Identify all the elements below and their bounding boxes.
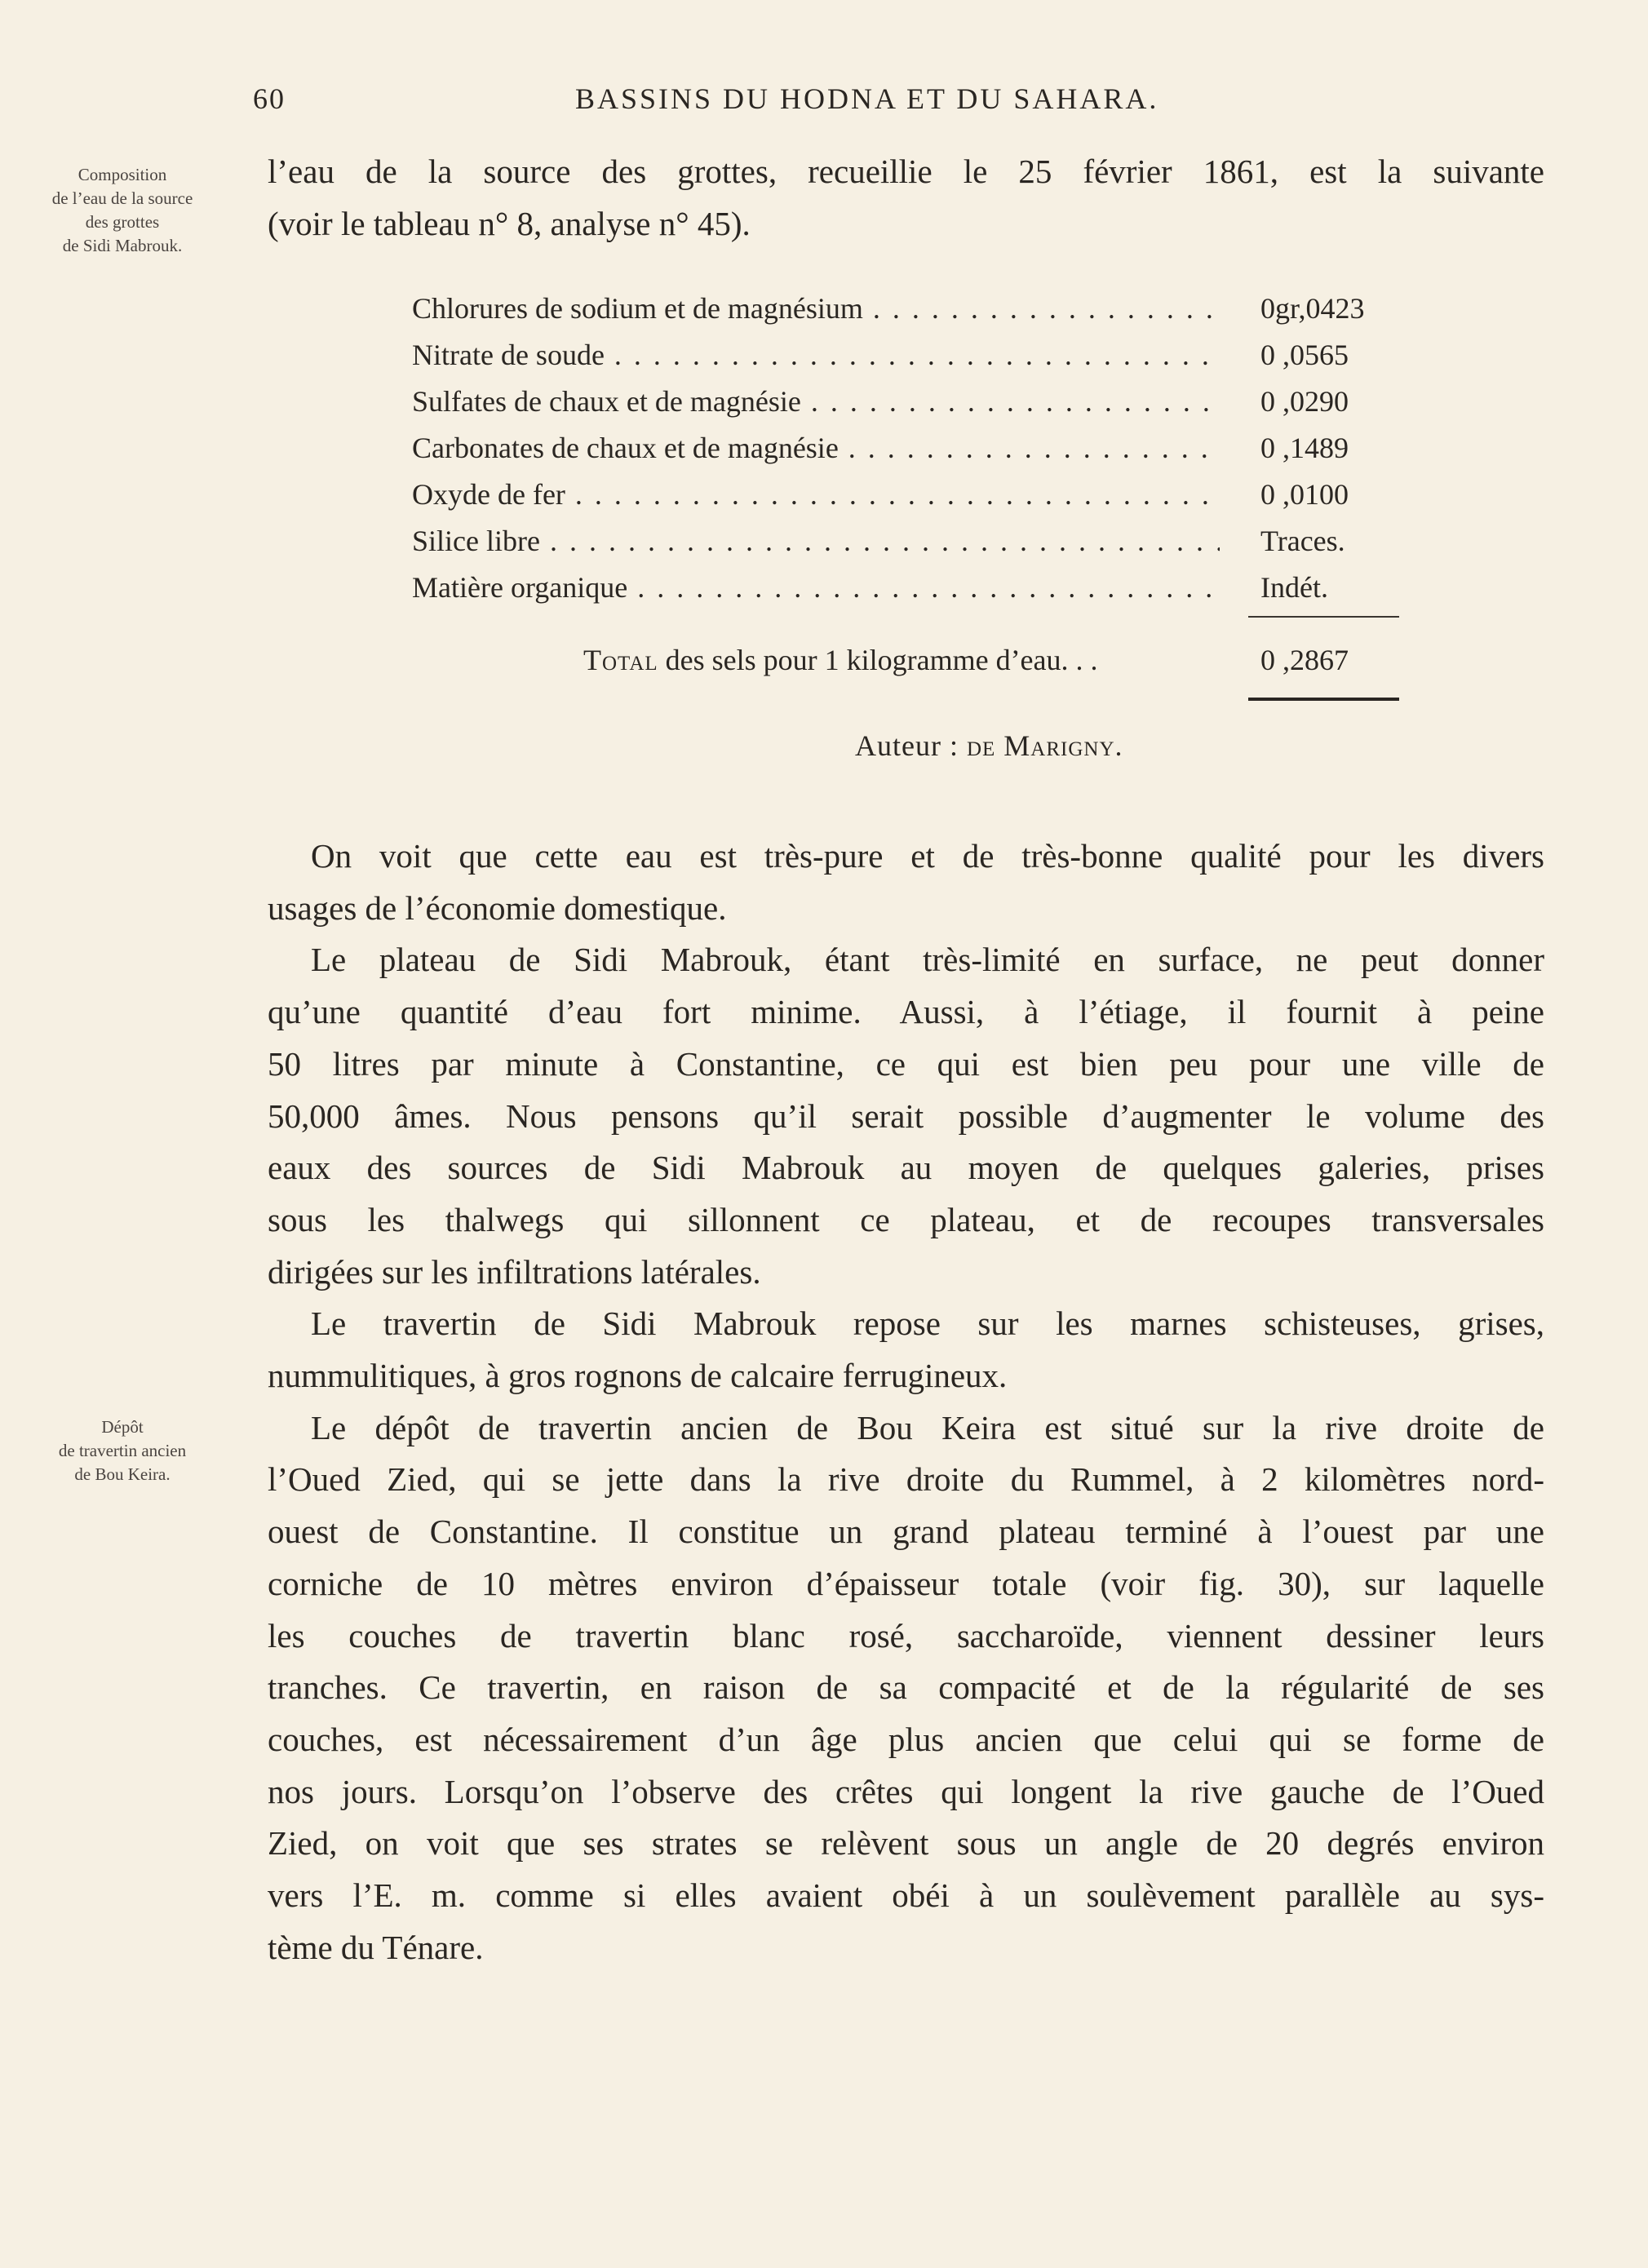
body-line: Le plateau de Sidi Mabrouk, étant très-limité en surface, ne peut donner: [311, 941, 1544, 979]
analysis-value: 0gr,0423: [1260, 292, 1365, 325]
analysis-label: Oxyde de fer . . .: [412, 472, 1220, 518]
analysis-label: Nitrate de soude . . .: [412, 332, 1220, 379]
body-line: usages de l’économie domestique.: [268, 888, 727, 927]
analysis-label: Silice libre . . .: [412, 518, 1220, 565]
total-value: 0 ,2867: [1260, 644, 1349, 676]
margin-note-line: de travertin ancien: [58, 1441, 187, 1460]
analysis-label: Matière organique . . .: [412, 565, 1220, 611]
body-line: On voit que cette eau est très-pure et de très-bonne qualité pour les divers: [311, 837, 1544, 875]
analysis-table: [412, 286, 1391, 611]
analysis-value: 0 ,0565: [1260, 339, 1349, 371]
analysis-value: 0 ,0290: [1260, 385, 1349, 418]
body-line: couches, est nécessairement d’un âge plus ancien que celui qui se forme de: [268, 1720, 1544, 1758]
analysis-row: [412, 565, 1391, 611]
analysis-author: [855, 729, 1123, 763]
analysis-row: [412, 379, 1391, 425]
sum-rule: [1248, 616, 1399, 618]
margin-note-composition: [16, 163, 228, 258]
body-line: vers l’E. m. comme si elles avaient obéi à un soulèvement parallèle au sys-: [268, 1876, 1544, 1915]
analysis-row: [412, 332, 1391, 379]
margin-note-line: Composition: [78, 165, 167, 184]
body-line: tème du Ténare.: [268, 1928, 484, 1966]
analysis-label: Carbonates de chaux et de magnésie . . .: [412, 425, 1220, 472]
analysis-row: [412, 472, 1391, 518]
body-line: les couches de travertin blanc rosé, saccharoïde, viennent dessiner leurs: [268, 1616, 1544, 1654]
analysis-value: Traces.: [1260, 525, 1345, 557]
author-name: de Marigny.: [966, 729, 1123, 762]
body-line: l’Oued Zied, qui se jette dans la rive droite du Rummel, à 2 kilomètres nord-: [268, 1460, 1544, 1499]
analysis-label: Sulfates de chaux et de magnésie . . .: [412, 379, 1220, 425]
author-prefix: Auteur :: [855, 729, 967, 762]
body-line: tranches. Ce travertin, en raison de sa compacité et de la régularité de ses: [268, 1668, 1544, 1707]
body-line: corniche de 10 mètres environ d’épaisseur totale (voir fig. 30), sur laquelle: [268, 1564, 1544, 1602]
body-line: nummulitiques, à gros rognons de calcaire ferrugineux.: [268, 1357, 1008, 1395]
body-text: [268, 831, 1544, 1973]
analysis-value: 0 ,1489: [1260, 432, 1349, 464]
body-line: dirigées sur les infiltrations latérales.: [268, 1252, 761, 1291]
body-line: sous les thalwegs qui sillonnent ce plateau, et de recoupes transversales: [268, 1200, 1544, 1238]
intro-line: (voir le tableau n° 8, analyse n° 45).: [268, 205, 751, 242]
intro-paragraph: [268, 145, 1544, 250]
margin-note-line: des grottes: [85, 212, 160, 232]
total-label-caps: Total: [583, 644, 658, 676]
analysis-value: Indét.: [1260, 571, 1328, 604]
body-line: Le travertin de Sidi Mabrouk repose sur les marnes schisteuses, grises,: [311, 1305, 1544, 1343]
body-line: ouest de Constantine. Il constitue un grand plateau terminé à l’ouest par une: [268, 1513, 1544, 1551]
analysis-value: 0 ,0100: [1260, 478, 1349, 511]
body-line: eaux des sources de Sidi Mabrouk au moyen de quelques galeries, prises: [268, 1149, 1544, 1187]
analysis-row: [412, 286, 1391, 332]
analysis-label: Chlorures de sodium et de magnésium . . .: [412, 286, 1220, 332]
body-line: qu’une quantité d’eau fort minime. Aussi, à l’étiage, il fournit à peine: [268, 993, 1544, 1031]
page-number: 60: [253, 82, 286, 115]
intro-line: l’eau de la source des grottes, recueillie le 25 février 1861, est la suivante: [268, 153, 1544, 190]
total-label: [583, 643, 1098, 677]
margin-note-line: Dépôt: [101, 1417, 144, 1437]
page-header: [253, 82, 1558, 131]
margin-note-line: de Bou Keira.: [74, 1464, 171, 1484]
body-line: nos jours. Lorsqu’on l’observe des crêtes qui longent la rive gauche de l’Oued: [268, 1772, 1544, 1810]
body-line: Zied, on voit que ses strates se relèvent sous un angle de 20 degrés environ: [268, 1824, 1544, 1863]
body-line: 50,000 âmes. Nous pensons qu’il serait possible d’augmenter le volume des: [268, 1096, 1544, 1135]
margin-note-depot: [16, 1415, 228, 1486]
body-line: 50 litres par minute à Constantine, ce qui est bien peu pour une ville de: [268, 1044, 1544, 1083]
running-title: BASSINS DU HODNA ET DU SAHARA.: [575, 82, 1159, 115]
body-line: Le dépôt de travertin ancien de Bou Keira est situé sur la rive droite de: [311, 1408, 1544, 1446]
margin-note-line: de l’eau de la source: [51, 188, 193, 208]
analysis-row: [412, 425, 1391, 472]
analysis-row: [412, 518, 1391, 565]
margin-note-line: de Sidi Mabrouk.: [62, 236, 183, 255]
total-label-rest: des sels pour 1 kilogramme d’eau. . .: [658, 644, 1098, 676]
total-rule: [1248, 698, 1399, 701]
